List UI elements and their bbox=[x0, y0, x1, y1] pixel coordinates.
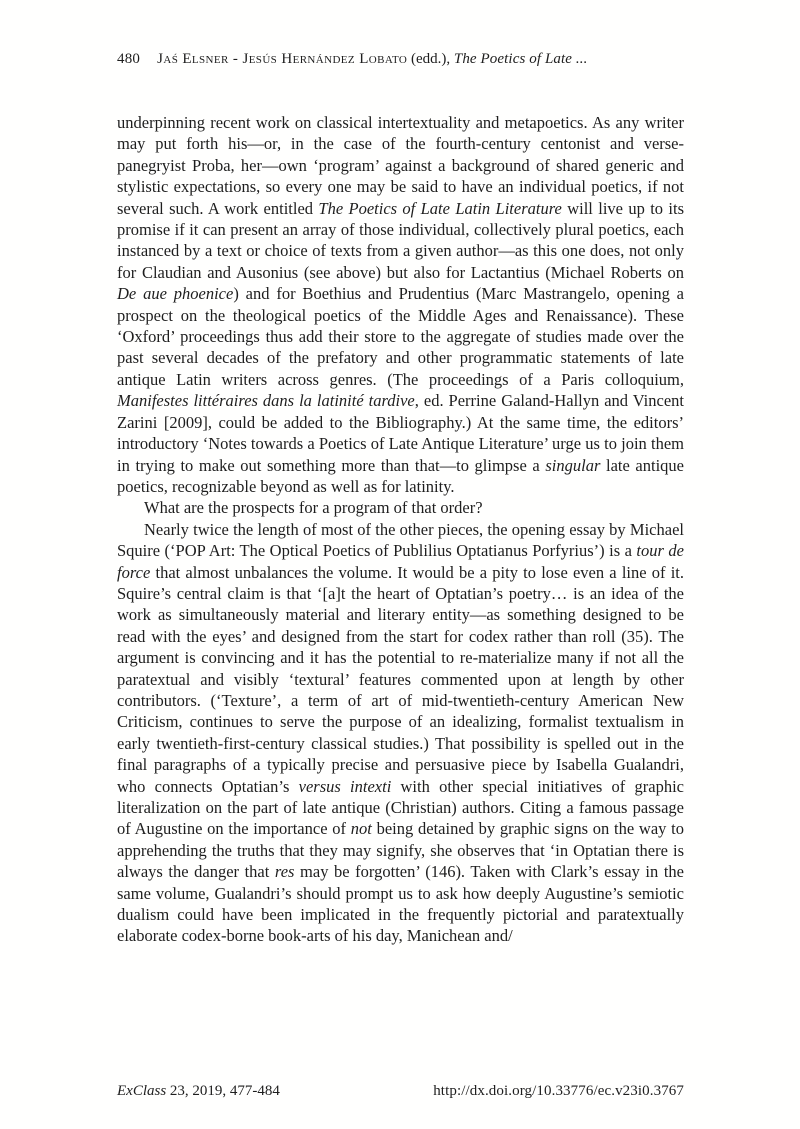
running-head-title: The Poetics of Late ... bbox=[453, 51, 588, 67]
citation-details: 23, 2019, 477-484 bbox=[166, 1083, 280, 1099]
body-paragraph: underpinning recent work on classical intertextuality and metapoetics. As any writer may put forth his—or, in the case of the fourth-century centonist and verse-panegryist Proba, her—own ‘program’ against a background of shared generic and stylistic expectations, so every one may be said to have an individual poetics, if not several such. A work entitled The Poetics of Late Latin Literature will live up to its promise if it can present an array of those individual, collectively plural poetics, each instanced by a text or choice of texts from a given author—as this one does, not only for Claudian and Ausonius (see above) but also for Lactantius (Michael Roberts on De aue phoenice) and for Boethius and Prudentius (Marc Mastrangelo, opening a prospect on the theological poetics of the Middle Ages and Renaissance). These ‘Oxford’ proceedings thus add their store to the aggregate of studies made over the past several decades of the prefatory and other programmatic statements of late antique Latin writers across genres. (The proceedings of a Paris colloquium, Manifestes littéraires dans la latinité tardive, ed. Perrine Galand-Hallyn and Vincent Zarini [2009], could be added to the Bibliography.) At the same time, the editors’ introductory ‘Notes towards a Poetics of Late Antique Literature’ urge us to join them in trying to make out something more than that—to glimpse a singular late antique poetics, recognizable beyond as well as for latinity. bbox=[117, 113, 684, 496]
body-paragraph: What are the prospects for a program of that order? bbox=[144, 498, 483, 518]
journal-name: ExClass bbox=[117, 1083, 167, 1099]
running-header bbox=[117, 50, 684, 68]
running-head-authors: Jaś Elsner - Jesús Hernández Lobato bbox=[157, 51, 408, 67]
doi-container bbox=[433, 1082, 684, 1100]
running-head bbox=[157, 51, 587, 67]
journal-citation bbox=[117, 1082, 280, 1100]
page-number: 480 bbox=[117, 51, 141, 67]
review-body-text bbox=[117, 112, 684, 947]
body-paragraph: Nearly twice the length of most of the other pieces, the opening essay by Michael Squire (‘POP Art: The Optical Poetics of Publilius Optatianus Porfyrius’) is a tour de force that almost unbalances the volume. It would be a pity to lose even a line of it. Squire’s central claim is that ‘[a]t the heart of Optatian’s poetry… is an idea of the work as simultaneously material and literary entity—as something designed to be read with the eyes’ and designed from the start for codex rather than roll (35). The argument is convincing and it has the potential to re-materialize many if not all the paratextual and visibly ‘textural’ features commented upon at length by other contributors. (‘Texture’, a term of art of mid-twentieth-century American New Criticism, continues to serve the purpose of an idealizing, formalist textualism in early twentieth-first-century classical studies.) That possibility is spelled out in the final paragraphs of a typically precise and persuasive piece by Isabella Gualandri, who connects Optatian’s versus intexti with other special initiatives of graphic literalization on the part of late antique (Christian) authors. Citing a famous passage of Augustine on the importance of not being detained by graphic signs on the way to apprehending the truths that they may signify, she observes that ‘in Optatian there is always the danger that res may be forgotten’ (146). Taken with Clark’s essay in the same volume, Gualandri’s should prompt us to ask how deeply Augustine’s semiotic dualism could have been implicated in the frequently pictorial and paratextually elaborate codex-borne book-arts of his day, Manichean and/ bbox=[117, 519, 684, 946]
page-footer bbox=[117, 1082, 684, 1100]
running-head-editors-suffix: (edd.), bbox=[407, 51, 454, 67]
doi-link[interactable]: http://dx.doi.org/10.33776/ec.v23i0.3767 bbox=[433, 1083, 684, 1099]
